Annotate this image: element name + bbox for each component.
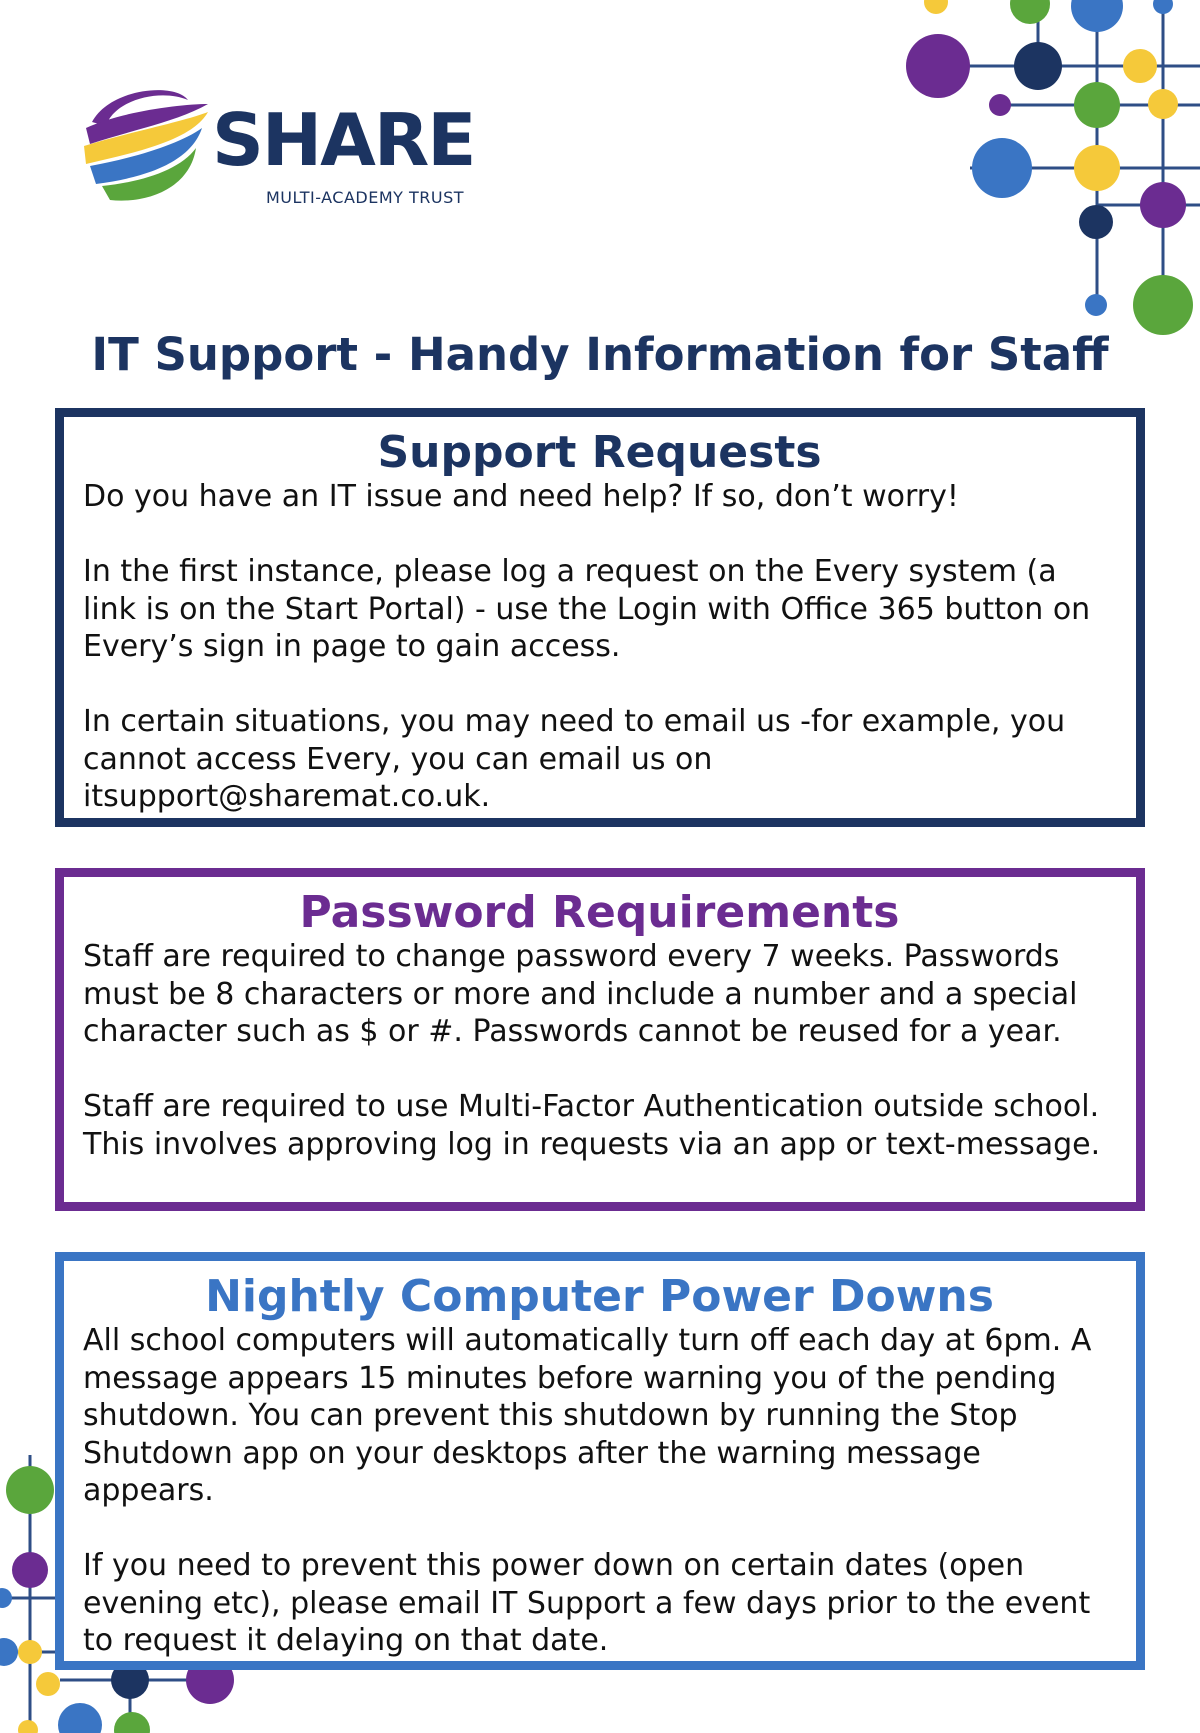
power-downs-heading: Nightly Computer Power Downs xyxy=(205,1271,994,1322)
support-requests-paragraph-3: In certain situations, you may need to email us -for example, you cannot access Every, you can email us on itsupport@sharemat.co.uk. xyxy=(83,704,1066,815)
page-title: IT Support - Handy Information for Staff xyxy=(91,328,1109,381)
logo-name: SHARE xyxy=(212,98,475,182)
support-requests-paragraph-2: In the first instance, please log a request on the Every system (a link is on the Start Portal) - use the Login with Office 365 button on Every’s sign in page to gain access. xyxy=(83,554,1091,665)
support-requests-panel xyxy=(55,408,1145,827)
support-requests-heading: Support Requests xyxy=(377,427,822,478)
power-downs-paragraph-2: If you need to prevent this power down on certain dates (open evening etc), please email IT Support a few days prior to the event to request it delaying on that date. xyxy=(83,1548,1091,1659)
logo-tagline: MULTI-ACADEMY TRUST xyxy=(266,188,465,207)
decorative-dot-network-top xyxy=(880,0,1200,340)
share-logo xyxy=(80,82,500,212)
support-requests-paragraph-1: Do you have an IT issue and need help? If so, don’t worry! xyxy=(83,479,959,515)
password-requirements-panel xyxy=(55,868,1145,1211)
swoosh-logo-icon xyxy=(80,82,210,212)
power-downs-panel xyxy=(55,1252,1145,1670)
password-requirements-heading: Password Requirements xyxy=(299,887,900,938)
power-downs-paragraph-1: All school computers will automatically turn off each day at 6pm. A message appears 15 minutes before warning you of the pending shutdown. You can prevent this shutdown by running the Stop Shutdown app on your desktops after the warning message appears. xyxy=(83,1323,1092,1509)
password-requirements-paragraph-1: Staff are required to change password every 7 weeks. Passwords must be 8 characters or more and include a number and a special character such as $ or #. Passwords cannot be reused for a year. xyxy=(83,939,1078,1050)
password-requirements-paragraph-2: Staff are required to use Multi-Factor Authentication outside school. This involves approving log in requests via an app or text-message. xyxy=(83,1089,1101,1162)
